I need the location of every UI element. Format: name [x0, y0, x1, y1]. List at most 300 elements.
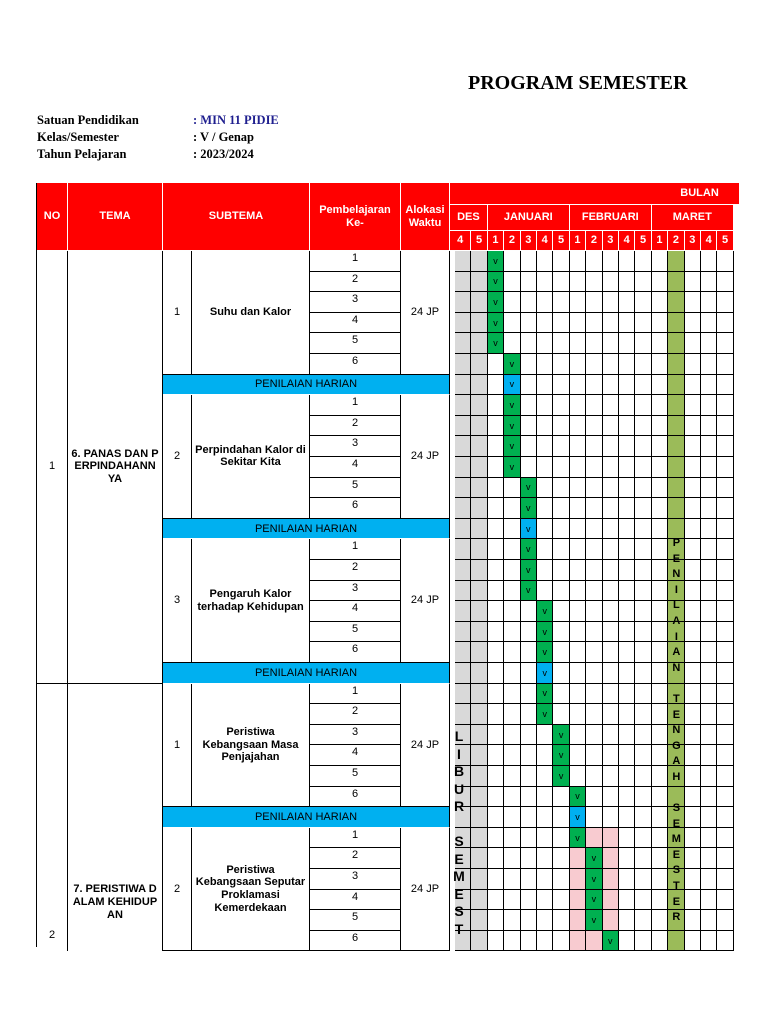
week-cell [586, 642, 602, 663]
week-mark: v [521, 478, 537, 499]
week-cell [504, 519, 520, 540]
week-cell [521, 848, 537, 869]
libur-letter: I [457, 745, 461, 762]
penilaian-tengah-semester-label [668, 536, 684, 926]
libur-letter [457, 816, 461, 834]
week-cell [553, 890, 569, 911]
week-cell [521, 931, 537, 952]
week-cell [521, 272, 537, 293]
week-cell [652, 869, 668, 890]
week-cell [488, 581, 504, 602]
week-cell [504, 333, 520, 354]
pembelajaran-number: 6 [310, 931, 401, 952]
header-bulan: BULAN [450, 183, 740, 205]
header-week: 3 [603, 231, 619, 251]
week-cell [570, 478, 586, 499]
week-cell [586, 333, 602, 354]
pembelajaran-number: 3 [310, 581, 401, 602]
week-cell [635, 581, 651, 602]
week-cell [586, 663, 602, 684]
week-cell [717, 828, 733, 849]
week-cell [586, 251, 602, 272]
week-cell [619, 910, 635, 931]
week-cell [553, 416, 569, 437]
week-cell [553, 931, 569, 952]
week-cell [504, 292, 520, 313]
week-cell [685, 478, 701, 499]
week-mark: v [570, 828, 586, 849]
week-cell [537, 581, 553, 602]
header-week: 5 [553, 231, 569, 251]
week-cell [504, 704, 520, 725]
header-week: 3 [685, 231, 701, 251]
week-cell [553, 539, 569, 560]
week-cell [553, 704, 569, 725]
week-cell [668, 333, 684, 354]
week-cell [537, 457, 553, 478]
week-cell [488, 457, 504, 478]
week-cell [603, 828, 619, 849]
subtema-number: 3 [163, 539, 192, 663]
week-cell [553, 663, 569, 684]
week-cell [603, 766, 619, 787]
week-cell [717, 560, 733, 581]
week-cell [685, 498, 701, 519]
week-cell [504, 601, 520, 622]
week-cell [537, 807, 553, 828]
week-cell [570, 725, 586, 746]
week-cell [652, 333, 668, 354]
week-cell [717, 457, 733, 478]
week-cell [717, 292, 733, 313]
week-cell [652, 457, 668, 478]
week-cell [668, 272, 684, 293]
week-cell [455, 457, 471, 478]
week-cell [553, 354, 569, 375]
week-cell [685, 848, 701, 869]
week-mark: v [586, 910, 602, 931]
week-cell [619, 498, 635, 519]
week-cell [570, 745, 586, 766]
week-cell [553, 395, 569, 416]
week-cell [488, 869, 504, 890]
week-cell [603, 642, 619, 663]
week-cell [455, 436, 471, 457]
week-cell [570, 766, 586, 787]
week-cell [701, 745, 717, 766]
header-week: 2 [504, 231, 520, 251]
week-mark: v [521, 519, 537, 540]
week-cell [488, 395, 504, 416]
week-mark: v [488, 333, 504, 354]
header-week: 5 [717, 231, 733, 251]
pts-letter [675, 786, 678, 802]
week-cell [504, 848, 520, 869]
week-cell [652, 642, 668, 663]
week-mark: v [504, 354, 520, 375]
week-cell [717, 869, 733, 890]
pembelajaran-number: 4 [310, 745, 401, 766]
week-cell [619, 354, 635, 375]
subtema-number: 1 [163, 251, 192, 375]
week-cell [619, 725, 635, 746]
week-cell [504, 622, 520, 643]
week-cell [652, 292, 668, 313]
week-cell [635, 395, 651, 416]
week-cell [652, 478, 668, 499]
week-cell [455, 478, 471, 499]
week-cell [521, 333, 537, 354]
week-cell [488, 601, 504, 622]
week-cell [586, 704, 602, 725]
week-cell [685, 416, 701, 437]
week-cell [521, 292, 537, 313]
week-cell [537, 869, 553, 890]
week-cell [471, 519, 487, 540]
week-cell [553, 436, 569, 457]
subtema-name: Perpindahan Kalor di Sekitar Kita [192, 395, 310, 519]
week-cell [537, 560, 553, 581]
week-cell [668, 498, 684, 519]
week-cell [635, 622, 651, 643]
pts-letter: I [674, 583, 678, 596]
week-mark: v [504, 436, 520, 457]
week-cell [717, 745, 733, 766]
week-cell [652, 539, 668, 560]
week-cell [635, 292, 651, 313]
week-cell [488, 519, 504, 540]
week-cell [570, 622, 586, 643]
week-cell [685, 642, 701, 663]
week-cell [586, 725, 602, 746]
libur-letter: E [454, 885, 464, 902]
week-cell [586, 313, 602, 334]
pembelajaran-number: 2 [310, 704, 401, 725]
week-cell [521, 663, 537, 684]
week-cell [635, 890, 651, 911]
pts-letter: E [672, 895, 681, 908]
week-cell [619, 745, 635, 766]
week-cell [685, 539, 701, 560]
week-cell [570, 313, 586, 334]
week-cell [603, 478, 619, 499]
week-cell [504, 663, 520, 684]
week-cell [619, 787, 635, 808]
week-cell [521, 642, 537, 663]
week-cell [504, 766, 520, 787]
week-cell [685, 745, 701, 766]
penilaian-harian-bar: PENILAIAN HARIAN [163, 375, 450, 396]
pembelajaran-number: 3 [310, 869, 401, 890]
week-cell [701, 519, 717, 540]
pembelajaran-number: 4 [310, 601, 401, 622]
week-cell [701, 292, 717, 313]
header-no: NO [37, 183, 68, 251]
week-cell [635, 848, 651, 869]
week-cell [537, 416, 553, 437]
week-cell [717, 704, 733, 725]
pts-letter: T [673, 880, 680, 893]
pembelajaran-number: 5 [310, 910, 401, 931]
pts-letter: A [672, 755, 681, 768]
week-cell [570, 292, 586, 313]
week-cell [586, 354, 602, 375]
week-cell [717, 931, 733, 952]
header-month: MARET [652, 205, 734, 231]
week-cell [521, 457, 537, 478]
week-cell [717, 436, 733, 457]
week-cell [471, 375, 487, 396]
week-cell [553, 807, 569, 828]
week-cell [603, 354, 619, 375]
week-cell [717, 581, 733, 602]
week-cell [701, 333, 717, 354]
week-cell [619, 539, 635, 560]
week-cell [619, 807, 635, 828]
week-cell [619, 292, 635, 313]
week-cell [603, 333, 619, 354]
week-cell [504, 581, 520, 602]
week-cell [652, 663, 668, 684]
week-cell [603, 581, 619, 602]
week-cell [635, 787, 651, 808]
week-cell [701, 395, 717, 416]
week-cell [537, 478, 553, 499]
week-cell [668, 395, 684, 416]
week-cell [471, 684, 487, 705]
week-cell [586, 766, 602, 787]
week-cell [717, 766, 733, 787]
pts-letter: T [673, 692, 680, 705]
week-cell [504, 787, 520, 808]
week-cell [701, 828, 717, 849]
week-mark: v [553, 766, 569, 787]
week-mark: v [537, 704, 553, 725]
week-cell [570, 457, 586, 478]
pts-letter [675, 676, 678, 692]
week-cell [455, 416, 471, 437]
week-cell [685, 519, 701, 540]
week-cell [652, 807, 668, 828]
week-cell [570, 333, 586, 354]
week-cell [488, 704, 504, 725]
week-cell [537, 519, 553, 540]
week-cell [635, 272, 651, 293]
header-tema: TEMA [68, 183, 163, 251]
week-cell [603, 725, 619, 746]
libur-letter: L [454, 728, 464, 744]
week-cell [471, 601, 487, 622]
week-cell [488, 828, 504, 849]
week-cell [717, 478, 733, 499]
week-cell [521, 375, 537, 396]
pts-letter: N [672, 661, 681, 674]
week-cell [603, 395, 619, 416]
pembelajaran-number: 2 [310, 560, 401, 581]
week-cell [652, 313, 668, 334]
week-cell [652, 251, 668, 272]
week-cell [553, 560, 569, 581]
pembelajaran-number: 4 [310, 457, 401, 478]
week-cell [603, 910, 619, 931]
week-cell [488, 766, 504, 787]
week-cell [455, 272, 471, 293]
week-cell [668, 931, 684, 952]
week-cell [586, 272, 602, 293]
week-cell [537, 725, 553, 746]
week-cell [488, 498, 504, 519]
header-week: 4 [701, 231, 717, 251]
week-cell [570, 704, 586, 725]
week-mark: v [521, 581, 537, 602]
week-cell [586, 292, 602, 313]
header-week: 5 [471, 231, 487, 251]
week-cell [619, 684, 635, 705]
week-cell [570, 642, 586, 663]
week-cell [603, 498, 619, 519]
week-cell [603, 375, 619, 396]
week-cell [521, 416, 537, 437]
week-cell [504, 251, 520, 272]
pts-letter: M [671, 833, 681, 846]
week-cell [570, 416, 586, 437]
week-cell [504, 725, 520, 746]
week-cell [685, 807, 701, 828]
week-cell [537, 539, 553, 560]
alokasi-waktu: 24 JP [401, 395, 450, 519]
week-cell [521, 395, 537, 416]
week-cell [488, 375, 504, 396]
week-cell [701, 457, 717, 478]
libur-letter: S [454, 833, 464, 849]
week-cell [570, 395, 586, 416]
week-cell [553, 910, 569, 931]
week-cell [619, 869, 635, 890]
week-cell [553, 601, 569, 622]
week-cell [635, 807, 651, 828]
week-cell [471, 663, 487, 684]
tema-name: 7. PERISTIWA DALAM KEHIDUPAN [68, 684, 163, 952]
week-cell [537, 333, 553, 354]
header-week: 2 [668, 231, 684, 251]
week-cell [553, 272, 569, 293]
week-cell [537, 910, 553, 931]
week-cell [586, 375, 602, 396]
week-cell [603, 436, 619, 457]
week-cell [717, 498, 733, 519]
week-cell [504, 684, 520, 705]
week-mark: v [586, 890, 602, 911]
week-cell [488, 436, 504, 457]
week-cell [619, 581, 635, 602]
week-cell [652, 931, 668, 952]
week-cell [603, 601, 619, 622]
week-cell [685, 663, 701, 684]
pembelajaran-number: 1 [310, 684, 401, 705]
week-cell [717, 848, 733, 869]
week-cell [619, 519, 635, 540]
week-cell [521, 910, 537, 931]
week-cell [701, 436, 717, 457]
week-cell [570, 663, 586, 684]
header-pembelajaran: Pembelajaran Ke- [310, 183, 401, 251]
week-mark: v [488, 251, 504, 272]
week-cell [635, 251, 651, 272]
header-month: JANUARI [488, 205, 570, 231]
pts-letter: A [672, 614, 681, 627]
week-cell [701, 890, 717, 911]
week-cell [717, 601, 733, 622]
week-cell [603, 560, 619, 581]
week-cell [570, 910, 586, 931]
week-cell [701, 272, 717, 293]
week-mark: v [488, 272, 504, 293]
week-cell [471, 560, 487, 581]
week-cell [455, 333, 471, 354]
week-cell [455, 251, 471, 272]
week-cell [685, 354, 701, 375]
week-cell [701, 251, 717, 272]
week-cell [471, 436, 487, 457]
pembelajaran-number: 1 [310, 395, 401, 416]
week-cell [717, 519, 733, 540]
tema-name: 6. PANAS DAN PERPINDAHANNYA [68, 251, 163, 684]
header-alokasi: Alokasi Waktu [401, 183, 450, 251]
week-cell [603, 807, 619, 828]
libur-letter: S [454, 903, 464, 919]
alokasi-waktu: 24 JP [401, 539, 450, 663]
week-cell [652, 745, 668, 766]
week-cell [537, 848, 553, 869]
pembelajaran-number: 6 [310, 354, 401, 375]
week-cell [488, 622, 504, 643]
week-cell [619, 395, 635, 416]
week-cell [652, 354, 668, 375]
pts-letter: N [672, 568, 681, 581]
week-cell [717, 787, 733, 808]
week-mark: v [553, 725, 569, 746]
week-cell [570, 601, 586, 622]
week-cell [570, 581, 586, 602]
week-cell [635, 601, 651, 622]
week-cell [553, 251, 569, 272]
week-cell [717, 313, 733, 334]
week-cell [685, 436, 701, 457]
week-cell [471, 581, 487, 602]
week-cell [537, 436, 553, 457]
week-cell [619, 601, 635, 622]
week-cell [471, 642, 487, 663]
week-cell [471, 292, 487, 313]
week-mark: v [603, 931, 619, 952]
week-cell [619, 416, 635, 437]
week-cell [685, 292, 701, 313]
info-label-satuan: Satuan Pendidikan [37, 113, 139, 127]
week-cell [635, 745, 651, 766]
week-cell [570, 560, 586, 581]
week-cell [504, 869, 520, 890]
week-cell [635, 457, 651, 478]
week-cell [586, 684, 602, 705]
week-mark: v [504, 416, 520, 437]
week-cell [619, 766, 635, 787]
week-cell [701, 375, 717, 396]
week-mark: v [521, 560, 537, 581]
week-cell [701, 725, 717, 746]
info-value-kelas: : V / Genap [193, 130, 255, 144]
subtema-name: Pengaruh Kalor terhadap Kehidupan [192, 539, 310, 663]
header-week: 4 [450, 231, 471, 251]
